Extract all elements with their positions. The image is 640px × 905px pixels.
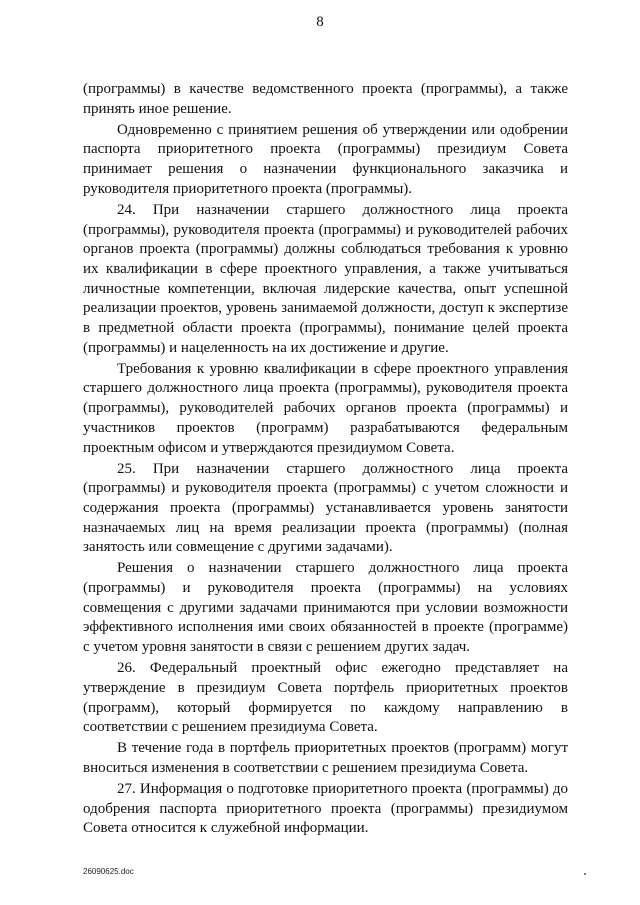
paragraph-6: Решения о назначении старшего должностного лица проекта (программы) и руководителя проекта (программы) на условиях совмещения с другими задачами принимаются при условии возможности эффективного исполнения ими своих обязанностей в проекте (программе) с учетом уровня занятости в связи с решением других задач. — [83, 560, 568, 656]
page-number: 8 — [316, 14, 324, 30]
paragraph-5-item-25: 25. При назначении старшего должностного лица проекта (программы) и руководителя проекта (программы) с учетом сложности и содержания проекта (программы) устанавливается уровень занятости назначаемых лиц на время реализации проекта (программы) (полная занятость или совмещение с другими задачами). — [83, 460, 568, 556]
paragraph-3-item-24: 24. При назначении старшего должностного лица проекта (программы), руководителя проекта (программы) и руководителей рабочих органов проекта (программы) должны соблюдаться требования к уровню их квалификации в сфере проектного управления, а также учитываться личностные компетенции, включая лидерские качества, опыт успешной реализации проектов, уровень занимаемой должности, доступ к экспертизе в предметной области проекта (программы), понимание целей проекта (программы) и нацеленность на их достижение и другие. — [83, 201, 568, 356]
footer-file-name: 26090625.doc — [83, 867, 134, 876]
paragraph-4: Требования к уровню квалификации в сфере проектного управления старшего должностного лица проекта (программы), руководителя проекта (программы), руководителей рабочих органов проекта (программы) и участников проектов (программ) разрабатываются федеральным проектным офисом и утверждаются президиумом Совета. — [83, 360, 568, 456]
paragraph-9-item-27: 27. Информация о подготовке приоритетного проекта (программы) до одобрения паспорта приоритетного проекта (программы) президиумом Совета относится к служебной информации. — [83, 780, 568, 837]
document-body — [83, 80, 568, 839]
paragraph-8: В течение года в портфель приоритетных проектов (программ) могут вноситься изменения в соответствии с решением президиума Совета. — [83, 740, 568, 776]
paragraph-7-item-26: 26. Федеральный проектный офис ежегодно представляет на утверждение в президиум Совета портфель приоритетных проектов (программ), который формируется по каждому направлению в соответствии с решением президиума Совета. — [83, 660, 568, 736]
footer-dot-mark — [584, 873, 586, 875]
paragraph-1: (программы) в качестве ведомственного проекта (программы), а также принять иное решение. — [83, 81, 568, 117]
paragraph-2: Одновременно с принятием решения об утверждении или одобрении паспорта приоритетного проекта (программы) президиум Совета принимает решения о назначении функционального заказчика и руководителя приоритетного проекта (программы). — [83, 121, 568, 197]
